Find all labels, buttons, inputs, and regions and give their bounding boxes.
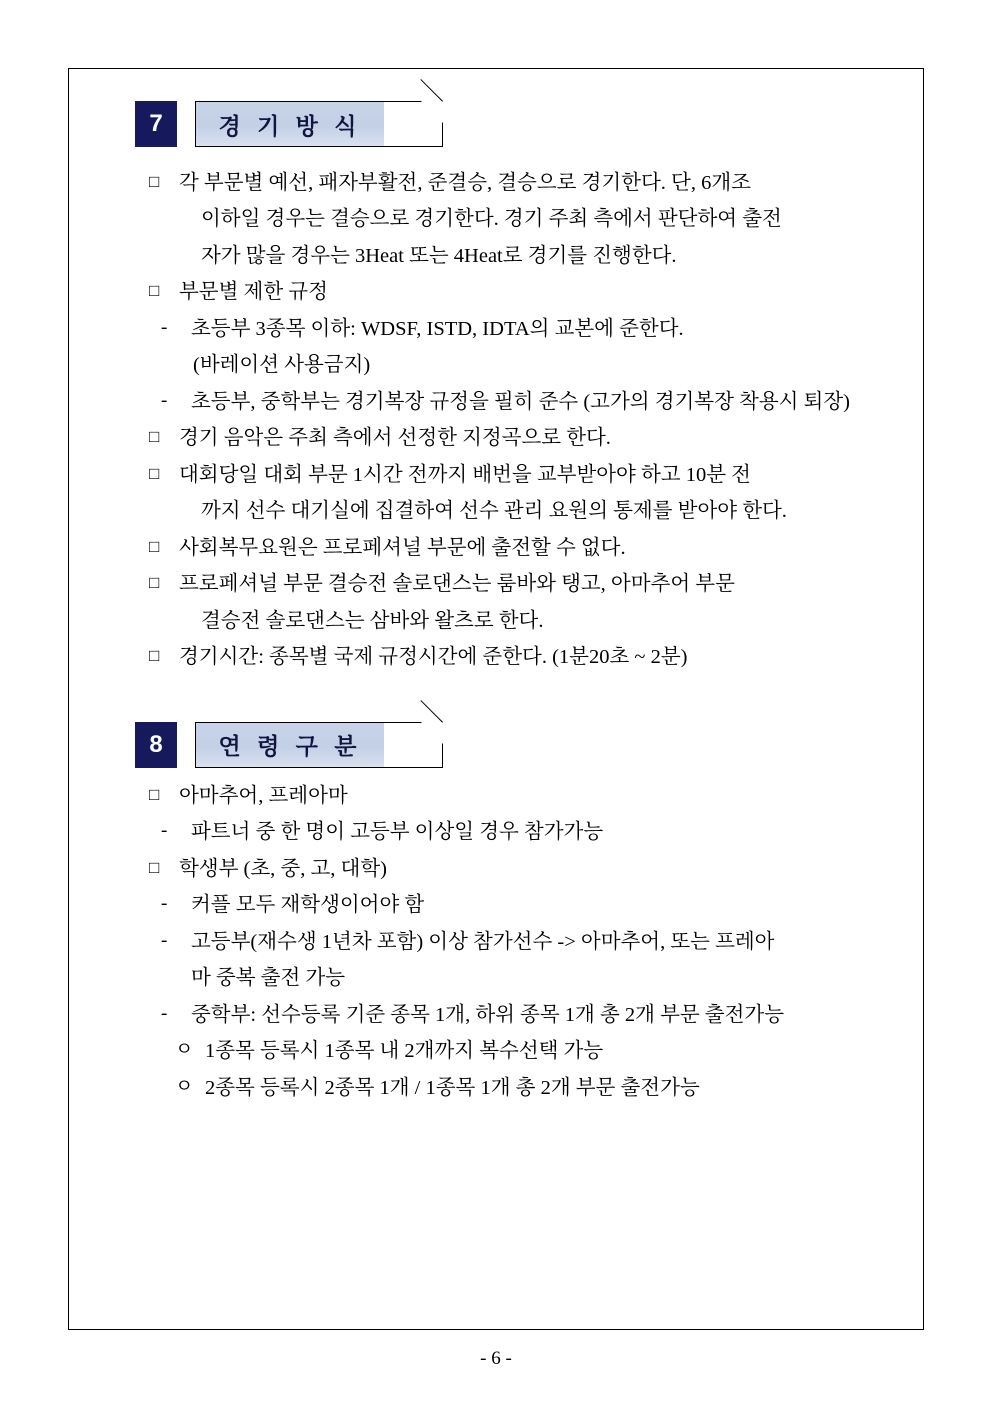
text-line: 고등부(재수생 1년차 포함) 이상 참가선수 -> 아마추어, 또는 프레아 — [191, 930, 775, 953]
text-line: (바레이션 사용금지) — [193, 354, 371, 377]
list-item — [175, 1033, 883, 1069]
section-title-text: 연 령 구 분 — [196, 723, 384, 767]
dash-bullet-icon: - — [161, 820, 168, 842]
square-bullet-icon: □ — [149, 646, 160, 666]
section-title-box — [195, 101, 443, 147]
list-item-text: 1종목 등록시 1종목 내 2개까지 복수선택 가능 — [205, 1040, 604, 1063]
square-bullet-icon: □ — [149, 573, 160, 593]
square-bullet-icon: □ — [149, 784, 160, 804]
page-content — [69, 69, 923, 1138]
dash-bullet-icon: - — [161, 389, 168, 411]
folded-corner-line — [420, 79, 443, 102]
square-bullet-icon: □ — [149, 463, 160, 483]
list-item-text: 사회복무요원은 프로페셔널 부문에 출전할 수 없다. — [179, 536, 626, 559]
square-bullet-icon: □ — [149, 536, 160, 556]
folded-corner-shape — [421, 101, 443, 123]
section-8-body — [109, 778, 883, 1106]
dash-bullet-icon: - — [161, 929, 168, 951]
list-item — [161, 924, 883, 997]
list-item — [149, 457, 883, 530]
square-bullet-icon: □ — [149, 172, 160, 191]
dash-bullet-icon: - — [161, 893, 168, 915]
list-item-text: 중학부: 선수등록 기준 종목 1개, 하위 종목 1개 총 2개 부문 출전가능 — [191, 1003, 785, 1026]
section-title-box — [195, 722, 443, 768]
section-7-body — [109, 165, 883, 676]
list-item-text — [179, 457, 883, 530]
section-number-badge: 7 — [135, 101, 177, 147]
list-item — [149, 165, 883, 274]
section-title-text: 경 기 방 식 — [196, 102, 384, 146]
section-spacer — [109, 676, 883, 722]
text-line: 초등부 3종목 이하: WDSF, ISTD, IDTA의 교본에 준한다. — [191, 317, 684, 340]
list-item — [149, 566, 883, 639]
section-heading-8 — [135, 722, 883, 768]
text-line: 결승전 솔로댄스는 삼바와 왈츠로 한다. — [201, 609, 544, 632]
text-line: 이하일 경우는 결승으로 경기한다. 경기 주최 측에서 판단하여 출전 — [201, 208, 782, 231]
text-line: 자가 많을 경우는 3Heat 또는 4Heat로 경기를 진행한다. — [201, 244, 677, 267]
text-line: 까지 선수 대기실에 집결하여 선수 관리 요원의 통제를 받아야 한다. — [201, 500, 787, 523]
list-item — [161, 814, 883, 850]
list-item-text: 부문별 제한 규정 — [179, 281, 328, 304]
circle-bullet-icon: ㅇ — [175, 1075, 194, 1097]
dash-bullet-icon: - — [161, 316, 168, 338]
dash-bullet-icon: - — [161, 1002, 168, 1024]
circle-bullet-icon: ㅇ — [175, 1039, 194, 1061]
page-number: - 6 - — [480, 1348, 512, 1369]
list-item — [175, 1070, 883, 1106]
list-item-text — [191, 311, 883, 384]
list-item-text: 파트너 중 한 명이 고등부 이상일 경우 참가가능 — [191, 821, 604, 844]
section-number-badge: 8 — [135, 722, 177, 768]
list-item-text: 경기시간: 종목별 국제 규정시간에 준한다. (1분20초 ~ 2분) — [179, 646, 688, 669]
text-line: 대회당일 대회 부문 1시간 전까지 배번을 교부받아야 하고 10분 전 — [179, 463, 751, 486]
list-item-text: 커플 모두 재학생이어야 함 — [191, 894, 425, 917]
list-item — [149, 420, 883, 456]
square-bullet-icon: □ — [149, 857, 160, 877]
list-item-text: 학생부 (초, 중, 고, 대학) — [179, 857, 387, 880]
list-item-text — [179, 566, 883, 639]
list-item — [149, 778, 883, 814]
list-item-text: 초등부, 중학부는 경기복장 규정을 필히 준수 (고가의 경기복장 착용시 퇴장) — [191, 390, 850, 413]
section-heading-7 — [135, 101, 883, 147]
list-item — [149, 274, 883, 310]
list-item — [161, 997, 883, 1033]
list-item-text: 경기 음악은 주최 측에서 선정한 지정곡으로 한다. — [179, 427, 611, 450]
list-item — [149, 530, 883, 566]
list-item — [149, 639, 883, 675]
square-bullet-icon: □ — [149, 281, 160, 301]
list-item-text — [191, 924, 883, 997]
list-item — [161, 887, 883, 923]
list-item-text — [179, 165, 883, 274]
list-item — [161, 311, 883, 384]
document-page — [68, 68, 924, 1330]
square-bullet-icon: □ — [149, 427, 160, 447]
list-item — [161, 384, 883, 420]
text-line: 마 중복 출전 가능 — [191, 967, 345, 990]
text-line: 각 부문별 예선, 패자부활전, 준결승, 결승으로 경기한다. 단, 6개조 — [179, 172, 751, 194]
folded-corner-shape — [421, 722, 443, 744]
list-item-text: 아마추어, 프레아마 — [179, 784, 348, 807]
text-line: 프로페셔널 부문 결승전 솔로댄스는 룸바와 탱고, 아마추어 부문 — [179, 573, 735, 596]
list-item — [149, 851, 883, 887]
list-item-text: 2종목 등록시 2종목 1개 / 1종목 1개 총 2개 부문 출전가능 — [205, 1076, 700, 1099]
